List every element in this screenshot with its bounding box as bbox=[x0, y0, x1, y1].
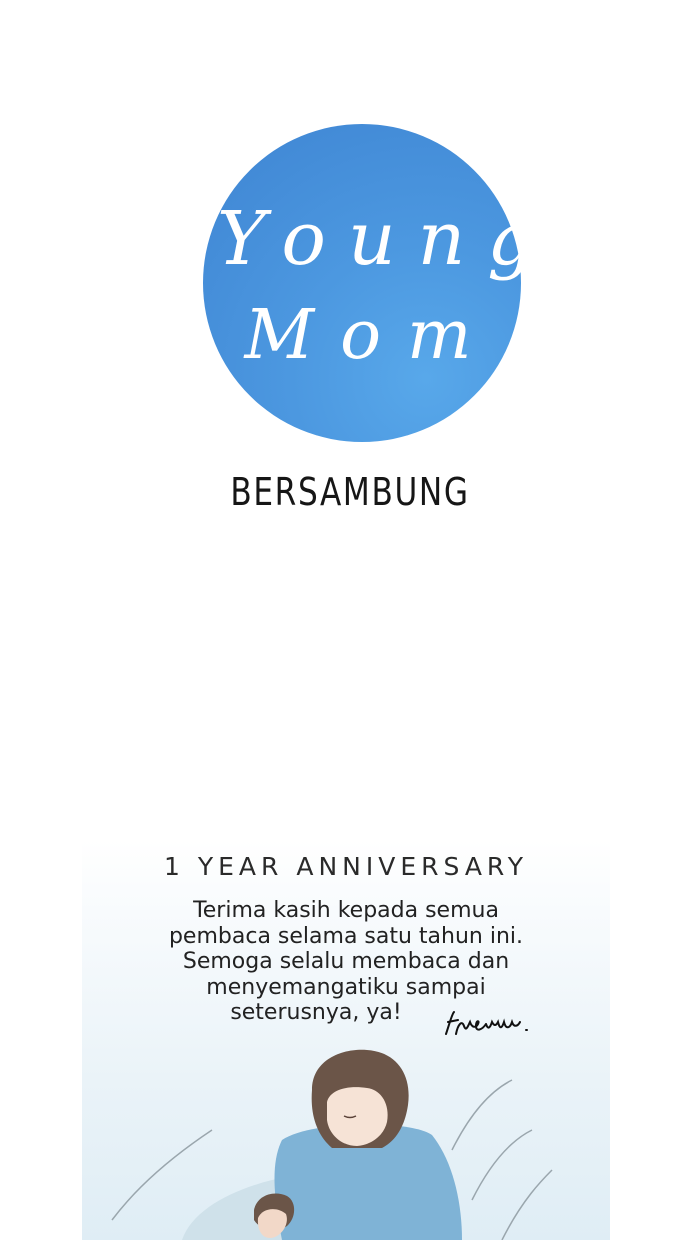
mother-baby-illustration bbox=[82, 1030, 610, 1240]
message-line: Semoga selalu membaca dan bbox=[182, 949, 510, 974]
message-line: seterusnya, ya! bbox=[230, 1000, 402, 1025]
anniversary-title: 1 YEAR ANNIVERSARY bbox=[164, 852, 528, 881]
message-line: menyemangatiku sampai bbox=[206, 974, 486, 1000]
to-be-continued-label: BERSAMBUNG bbox=[230, 470, 470, 514]
logo-word-mom: Mom bbox=[244, 296, 498, 375]
logo-circle bbox=[203, 124, 557, 442]
message-line: Terima kasih kepada semua bbox=[193, 898, 499, 923]
anniversary-panel bbox=[82, 840, 610, 1240]
message-line: pembaca selama satu tahun ini. bbox=[168, 923, 524, 949]
logo-word-young: Young bbox=[217, 196, 557, 282]
